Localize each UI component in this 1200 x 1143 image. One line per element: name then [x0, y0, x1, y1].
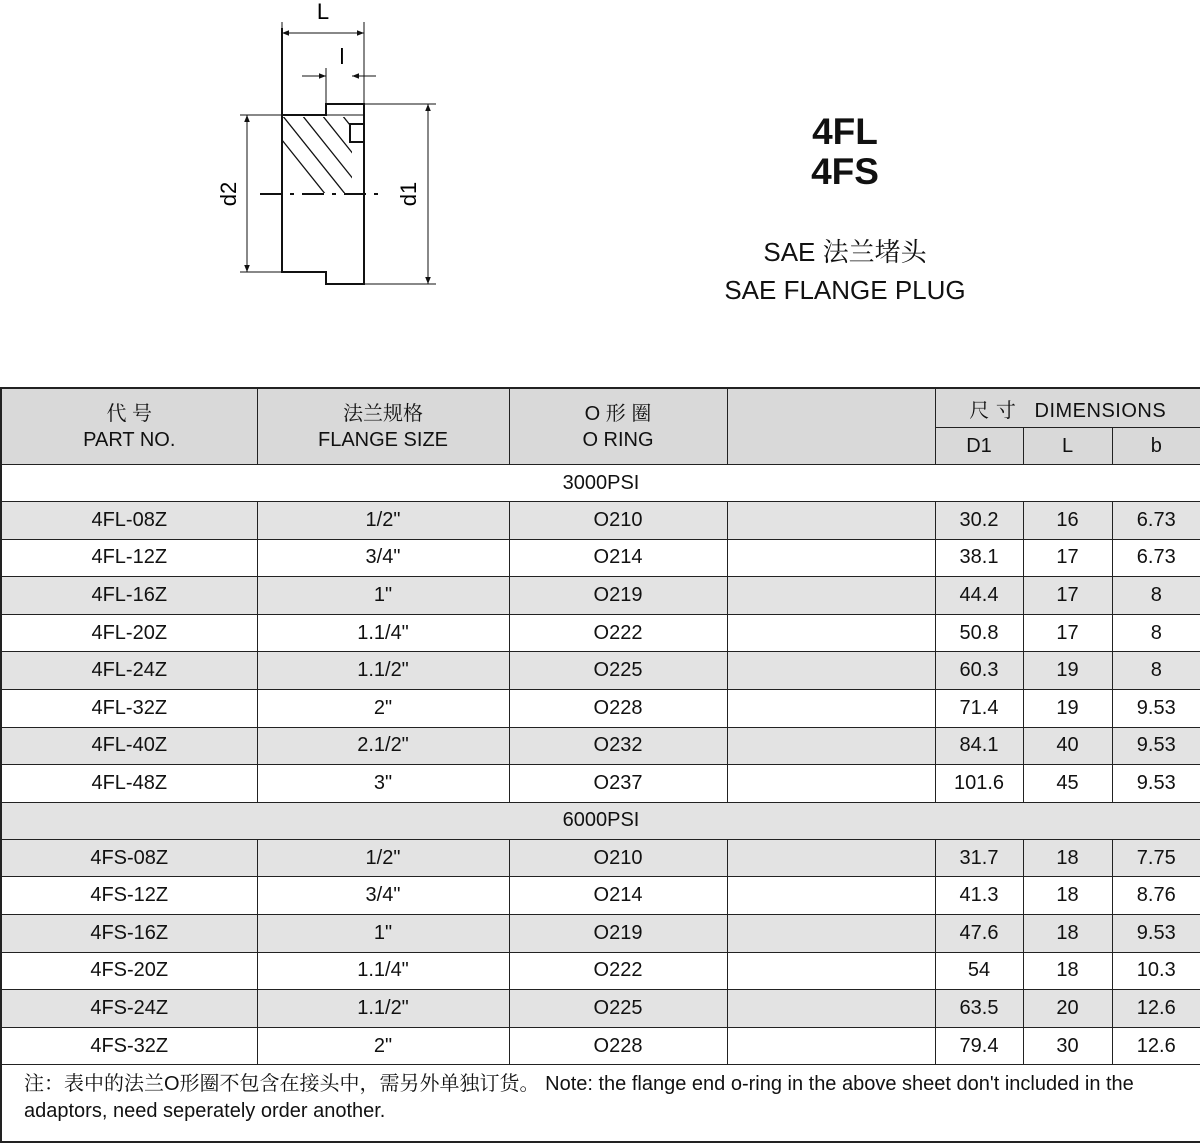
cell-blank	[727, 539, 935, 577]
subtitle-en: SAE FLANGE PLUG	[724, 275, 966, 305]
cell-blank	[727, 652, 935, 690]
dim-label-l: l	[339, 44, 345, 69]
cell-flange-size: 2"	[257, 1027, 509, 1065]
cell-b: 10.3	[1112, 952, 1200, 990]
cell-blank	[727, 877, 935, 915]
cell-b: 8	[1112, 577, 1200, 615]
cell-d1: 71.4	[935, 689, 1023, 727]
cell-part-no: 4FL-32Z	[1, 689, 257, 727]
cell-flange-size: 2.1/2"	[257, 727, 509, 765]
table-row	[1, 539, 1200, 577]
cell-flange-size: 1"	[257, 914, 509, 952]
product-subtitle	[680, 233, 1010, 309]
cell-d1: 84.1	[935, 727, 1023, 765]
title-code-1: 4FL	[812, 111, 878, 152]
cell-d1: 31.7	[935, 839, 1023, 877]
cell-blank	[727, 689, 935, 727]
cell-b: 9.53	[1112, 765, 1200, 803]
cell-l: 45	[1023, 765, 1112, 803]
cell-o-ring: O232	[509, 727, 727, 765]
cell-l: 17	[1023, 614, 1112, 652]
footnote	[1, 1065, 1200, 1143]
cell-blank	[727, 727, 935, 765]
cell-l: 18	[1023, 877, 1112, 915]
cell-l: 19	[1023, 652, 1112, 690]
cell-blank	[727, 914, 935, 952]
table-row	[1, 502, 1200, 540]
cell-b: 6.73	[1112, 539, 1200, 577]
header-flange-size	[257, 388, 509, 465]
cell-flange-size: 1.1/4"	[257, 952, 509, 990]
cell-b: 9.53	[1112, 727, 1200, 765]
cell-part-no: 4FS-20Z	[1, 952, 257, 990]
cell-l: 19	[1023, 689, 1112, 727]
cell-b: 6.73	[1112, 502, 1200, 540]
cell-d1: 79.4	[935, 1027, 1023, 1065]
cell-o-ring: O228	[509, 1027, 727, 1065]
cell-flange-size: 3"	[257, 765, 509, 803]
table-row	[1, 914, 1200, 952]
cell-l: 18	[1023, 839, 1112, 877]
cell-blank	[727, 502, 935, 540]
spec-table-body	[1, 465, 1200, 1065]
cell-blank	[727, 1027, 935, 1065]
cell-flange-size: 2"	[257, 689, 509, 727]
cell-d1: 63.5	[935, 990, 1023, 1028]
header-blank	[727, 388, 935, 465]
cell-part-no: 4FS-08Z	[1, 839, 257, 877]
cell-part-no: 4FL-48Z	[1, 765, 257, 803]
cell-d1: 101.6	[935, 765, 1023, 803]
cell-l: 16	[1023, 502, 1112, 540]
header-flange-cn: 法兰规格	[343, 402, 423, 425]
table-row	[1, 689, 1200, 727]
table-row	[1, 577, 1200, 615]
cell-b: 8	[1112, 652, 1200, 690]
cell-d1: 50.8	[935, 614, 1023, 652]
table-row	[1, 765, 1200, 803]
cell-o-ring: O219	[509, 914, 727, 952]
header-o-ring	[509, 388, 727, 465]
cell-part-no: 4FS-24Z	[1, 990, 257, 1028]
cell-l: 20	[1023, 990, 1112, 1028]
cell-d1: 30.2	[935, 502, 1023, 540]
cell-o-ring: O210	[509, 839, 727, 877]
table-row	[1, 727, 1200, 765]
cell-part-no: 4FL-24Z	[1, 652, 257, 690]
cell-b: 12.6	[1112, 990, 1200, 1028]
cell-o-ring: O225	[509, 652, 727, 690]
cell-part-no: 4FS-12Z	[1, 877, 257, 915]
dim-label-L: L	[316, 0, 330, 24]
cell-blank	[727, 614, 935, 652]
table-row	[1, 952, 1200, 990]
product-code-title	[745, 112, 945, 192]
cell-flange-size: 1.1/4"	[257, 614, 509, 652]
header-part-cn: 代 号	[106, 402, 153, 425]
section-row	[1, 465, 1200, 502]
table-row	[1, 652, 1200, 690]
cell-flange-size: 1/2"	[257, 502, 509, 540]
cell-d1: 47.6	[935, 914, 1023, 952]
spec-table	[0, 387, 1200, 1143]
cell-b: 9.53	[1112, 689, 1200, 727]
cell-flange-size: 3/4"	[257, 539, 509, 577]
cell-blank	[727, 839, 935, 877]
note-cn: 注：表中的法兰O形圈不包含在接头中，需另外单独订货。	[24, 1073, 540, 1096]
cell-b: 12.6	[1112, 1027, 1200, 1065]
cell-o-ring: O214	[509, 877, 727, 915]
cell-blank	[727, 990, 935, 1028]
cell-d1: 41.3	[935, 877, 1023, 915]
cell-part-no: 4FS-16Z	[1, 914, 257, 952]
cell-b: 9.53	[1112, 914, 1200, 952]
table-row	[1, 877, 1200, 915]
title-code-2: 4FS	[811, 151, 879, 192]
header-d1: D1	[935, 428, 1023, 465]
cell-part-no: 4FL-08Z	[1, 502, 257, 540]
header-dims-cn: 尺 寸	[969, 399, 1017, 422]
header-l: L	[1023, 428, 1112, 465]
table-row	[1, 839, 1200, 877]
cell-l: 18	[1023, 914, 1112, 952]
cell-part-no: 4FL-20Z	[1, 614, 257, 652]
cell-d1: 44.4	[935, 577, 1023, 615]
cell-b: 8	[1112, 614, 1200, 652]
section-pressure-label: 3000PSI	[1, 465, 1200, 502]
cell-o-ring: O210	[509, 502, 727, 540]
cell-blank	[727, 765, 935, 803]
cell-l: 17	[1023, 539, 1112, 577]
dim-label-d1: d1	[396, 181, 421, 207]
cell-l: 30	[1023, 1027, 1112, 1065]
header-oring-en: O RING	[582, 428, 654, 451]
dim-label-d2: d2	[216, 181, 241, 207]
table-row	[1, 614, 1200, 652]
cell-part-no: 4FL-12Z	[1, 539, 257, 577]
cell-d1: 54	[935, 952, 1023, 990]
section-row	[1, 802, 1200, 839]
header-oring-cn: O 形 圈	[584, 402, 652, 425]
cell-d1: 38.1	[935, 539, 1023, 577]
cell-o-ring: O225	[509, 990, 727, 1028]
cell-o-ring: O222	[509, 952, 727, 990]
cell-flange-size: 1"	[257, 577, 509, 615]
cell-blank	[727, 577, 935, 615]
cell-l: 17	[1023, 577, 1112, 615]
header-dimensions	[935, 388, 1200, 428]
cell-blank	[727, 952, 935, 990]
cell-l: 18	[1023, 952, 1112, 990]
cell-part-no: 4FL-16Z	[1, 577, 257, 615]
cell-part-no: 4FL-40Z	[1, 727, 257, 765]
cell-flange-size: 1/2"	[257, 839, 509, 877]
cell-o-ring: O237	[509, 765, 727, 803]
cell-flange-size: 1.1/2"	[257, 990, 509, 1028]
header-b: b	[1112, 428, 1200, 465]
note-en: Note: the flange end o-ring in the above sheet don't included in the adaptors, need seperately order another.	[24, 1073, 1134, 1123]
header-part-en: PART NO.	[83, 428, 176, 451]
header-dims-en: DIMENSIONS	[1034, 399, 1167, 422]
table-row	[1, 990, 1200, 1028]
cell-b: 7.75	[1112, 839, 1200, 877]
section-pressure-label: 6000PSI	[1, 802, 1200, 839]
cell-o-ring: O214	[509, 539, 727, 577]
header-flange-en: FLANGE SIZE	[317, 428, 449, 451]
flange-plug-drawing	[190, 0, 470, 300]
table-row	[1, 1027, 1200, 1065]
cell-b: 8.76	[1112, 877, 1200, 915]
cell-d1: 60.3	[935, 652, 1023, 690]
subtitle-cn: SAE 法兰堵头	[763, 237, 927, 267]
cell-l: 40	[1023, 727, 1112, 765]
cell-flange-size: 1.1/2"	[257, 652, 509, 690]
cell-o-ring: O219	[509, 577, 727, 615]
cell-o-ring: O222	[509, 614, 727, 652]
cell-flange-size: 3/4"	[257, 877, 509, 915]
header-part-no	[1, 388, 257, 465]
cell-o-ring: O228	[509, 689, 727, 727]
cell-part-no: 4FS-32Z	[1, 1027, 257, 1065]
